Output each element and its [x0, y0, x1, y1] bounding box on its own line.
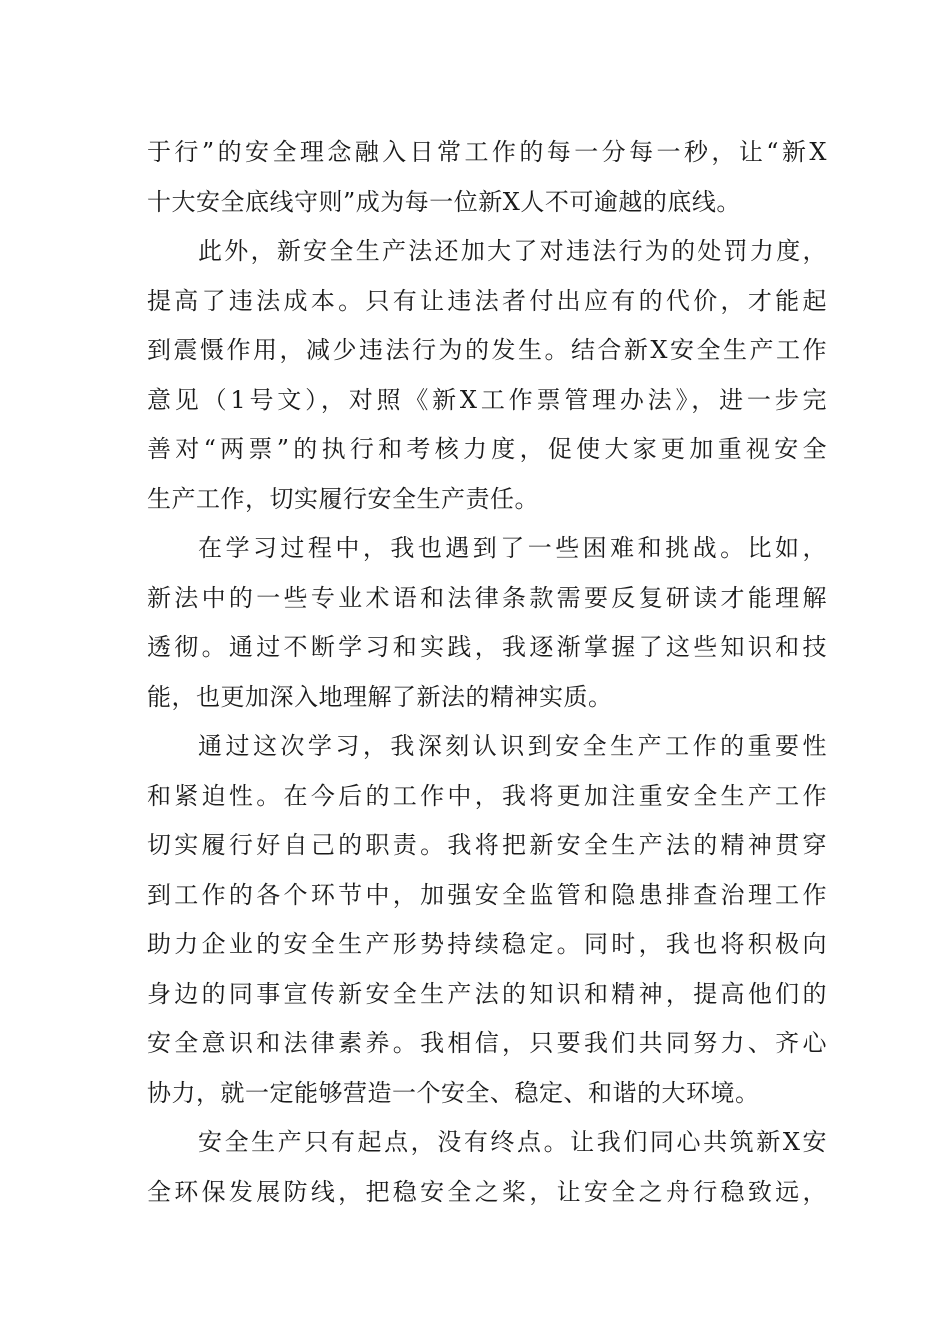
text-line: 此外，新安全生产法还加大了对违法行为的处罚力度， — [198, 237, 827, 265]
text-line: 身边的同事宣传新安全生产法的知识和精神，提高他们的 — [147, 979, 827, 1008]
text-line: 新法中的一些专业术语和法律条款需要反复研读才能理解 — [147, 583, 827, 612]
text-line: 到震慑作用，减少违法行为的发生。结合新X安全生产工作 — [147, 336, 827, 364]
text-line: 能，也更加深入地理解了新法的精神实质。 — [147, 682, 613, 711]
text-line: 意见（1号文），对照《新X工作票管理办法》，进一步完 — [147, 385, 827, 414]
text-line: 善对“两票”的执行和考核力度，促使大家更加重视安全 — [147, 435, 827, 463]
text-line: 生产工作，切实履行安全生产责任。 — [147, 484, 539, 513]
text-line: 和紧迫性。在今后的工作中，我将更加注重安全生产工作 — [147, 781, 827, 810]
text-line: 在学习过程中，我也遇到了一些困难和挑战。比如， — [198, 534, 827, 562]
text-line: 透彻。通过不断学习和实践，我逐渐掌握了这些知识和技 — [147, 633, 827, 661]
text-line: 十大安全底线守则”成为每一位新X人不可逾越的底线。 — [147, 187, 741, 216]
text-line: 安全生产只有起点，没有终点。让我们同心共筑新X安 — [198, 1128, 827, 1156]
text-line: 通过这次学习，我深刻认识到安全生产工作的重要性 — [198, 732, 827, 760]
text-line: 切实履行好自己的职责。我将把新安全生产法的精神贯穿 — [147, 831, 827, 859]
text-line: 协力，就一定能够营造一个安全、稳定、和谐的大环境。 — [147, 1078, 760, 1107]
text-line: 助力企业的安全生产形势持续稳定。同时，我也将积极向 — [147, 930, 827, 958]
text-line: 提高了违法成本。只有让违法者付出应有的代价，才能起 — [147, 286, 827, 315]
body-text — [147, 128, 827, 1217]
text-line: 于行”的安全理念融入日常工作的每一分每一秒，让“新X — [147, 138, 827, 166]
text-line: 安全意识和法律素养。我相信，只要我们共同努力、齐心 — [147, 1029, 827, 1057]
text-line: 全环保发展防线，把稳安全之桨，让安全之舟行稳致远， — [147, 1177, 827, 1206]
text-line: 到工作的各个环节中，加强安全监管和隐患排查治理工作 — [147, 880, 827, 909]
